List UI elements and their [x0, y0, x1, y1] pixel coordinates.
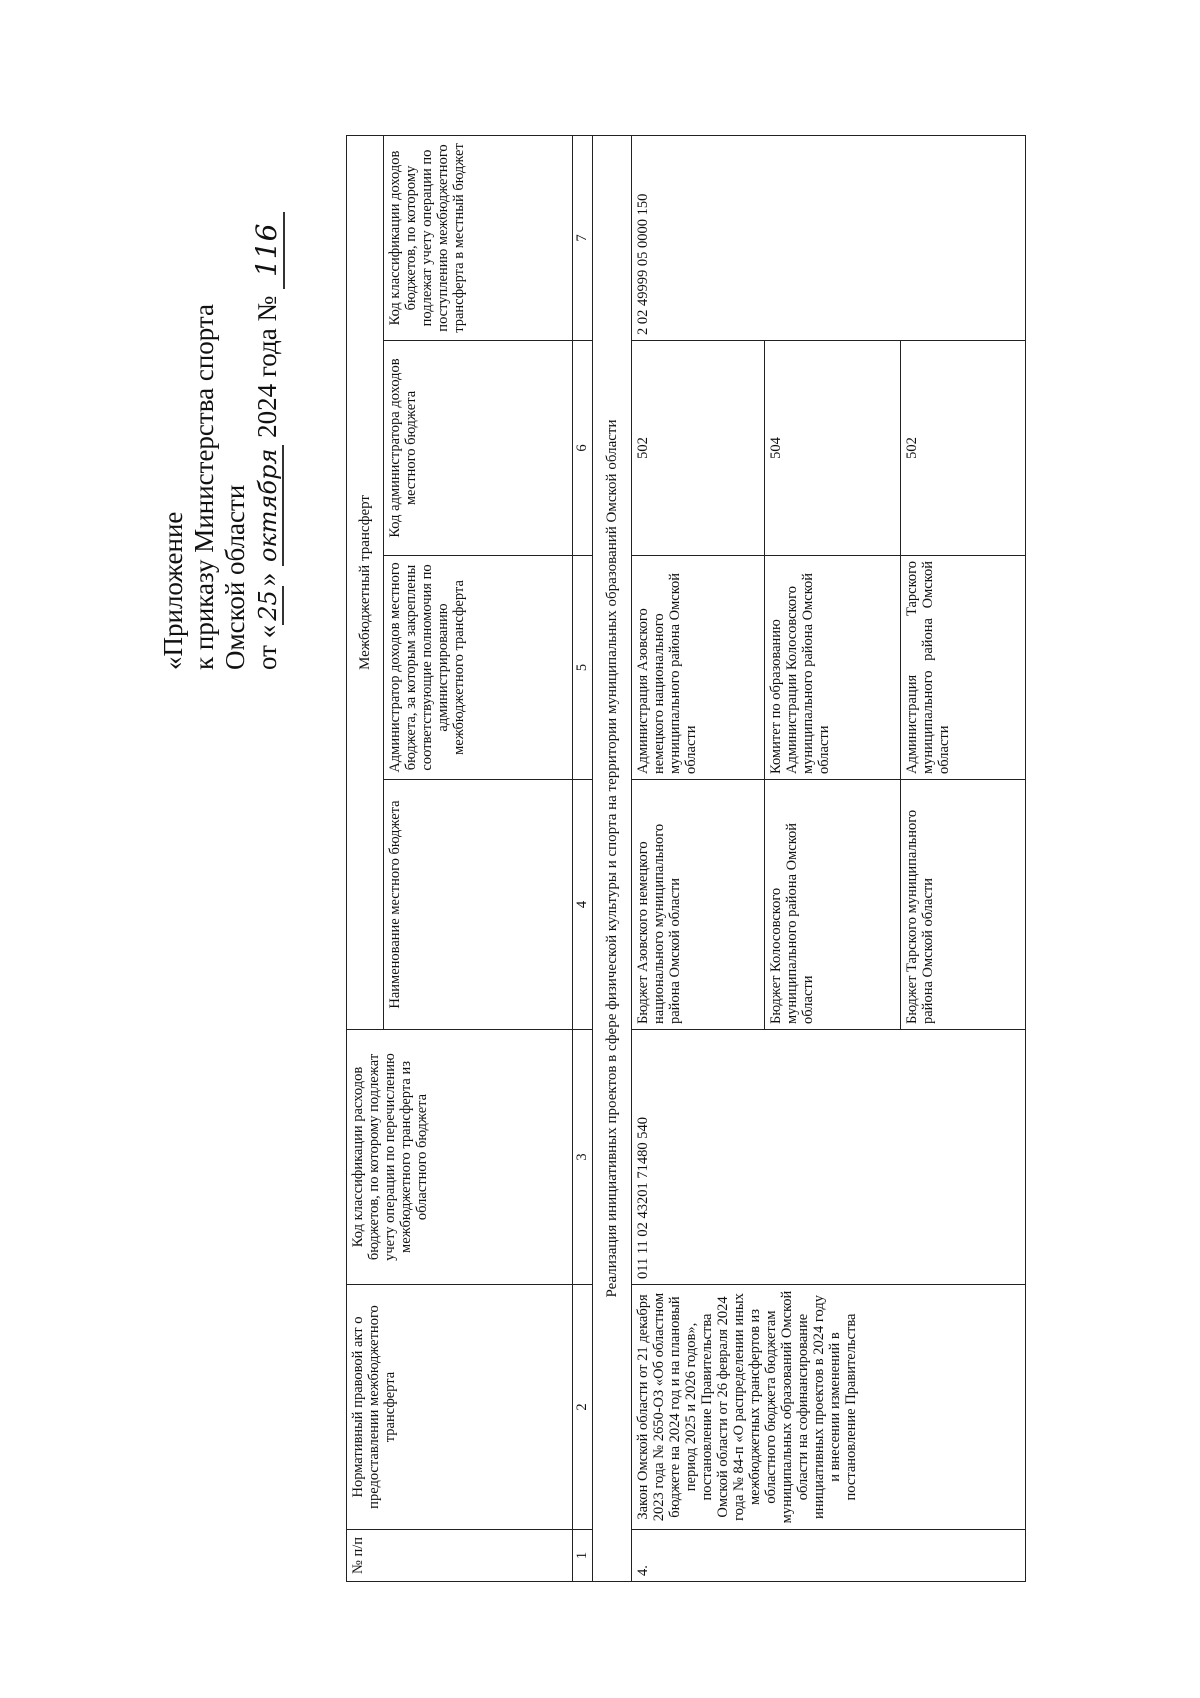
- header-group-transfer: Межбюджетный трансферт: [347, 136, 384, 1030]
- row-admin-code: 504: [765, 341, 901, 556]
- transfer-table: [346, 135, 1026, 1582]
- header-col-budget: Наименование местного бюджета: [383, 780, 572, 1030]
- column-number: 2: [572, 1285, 592, 1530]
- date-mid: »: [252, 572, 282, 587]
- header-col-income-code: Код классификации доходов бюджетов, по которому подлежат учету операции по поступлению межбюджетного трансферта в местный бюджет: [383, 136, 572, 341]
- header-col-expense-code: Код классификации расходов бюджетов, по которому подлежат учету операции по перечислению межбюджетного трансферта из областного бюджета: [347, 1030, 573, 1285]
- table-row: [631, 136, 764, 1582]
- header-col-act: Нормативный правовой акт о предоставлении межбюджетного трансферта: [347, 1285, 573, 1530]
- date-day-handwritten: 25: [254, 586, 284, 625]
- column-number: 7: [572, 136, 592, 341]
- header-col-admin: Администратор доходов местного бюджета, за которым закреплены соответствующие полномочия по администрированию межбюджетного трансферта: [383, 556, 572, 780]
- date-month-handwritten: октября: [254, 445, 284, 566]
- row-income-code: 2 02 49999 05 0000 150: [631, 136, 1025, 341]
- header-line-1: «Приложение: [158, 511, 188, 670]
- row-admin-code: 502: [900, 341, 1025, 556]
- order-number-handwritten: 116: [250, 212, 285, 289]
- header-line-3: Омской области: [220, 484, 250, 670]
- row-expense-code: 011 11 02 43201 71480 540: [631, 1030, 1025, 1285]
- row-admin-name: Комитет по образованию Администрации Колосовского муниципального района Омской области: [765, 556, 901, 780]
- row-admin-name: Администрация Тарского муниципального района Омской области: [900, 556, 1025, 780]
- column-number: 1: [572, 1530, 592, 1582]
- header-date-line: [251, 110, 284, 670]
- section-title: Реализация инициативных проектов в сфере физической культуры и спорта на территории муниципальных образований Омской области: [592, 136, 631, 1582]
- row-admin-code: 502: [631, 341, 764, 556]
- column-numbers-row: [572, 136, 592, 1582]
- date-prefix: от «: [252, 624, 282, 670]
- header-line-2: к приказу Министерства спорта: [189, 303, 219, 670]
- section-row: [592, 136, 631, 1582]
- row-legal-act: Закон Омской области от 21 декабря 2023 года № 2650-ОЗ «Об областном бюджете на 2024 год и на плановый период 2025 и 2026 годов», постановление Правительства Омской области от 26 февраля 2024 года № 84-п «О распределении иных межбюджетных трансфертов из областного бюджета бюджетам муниципальных образований Омской области на софинансирование инициативных проектов в 2024 году и внесении изменений в постановление Правительства: [631, 1285, 1025, 1530]
- date-year: 2024 года №: [252, 295, 282, 438]
- column-number: 4: [572, 780, 592, 1030]
- column-number: 3: [572, 1030, 592, 1285]
- row-admin-name: Администрация Азовского немецкого национального муниципального района Омской области: [631, 556, 764, 780]
- header-col-no: № п/п: [347, 1530, 573, 1582]
- row-budget-name: Бюджет Тарского муниципального района Омской области: [900, 780, 1025, 1030]
- header-col-admin-code: Код администратора доходов местного бюджета: [383, 341, 572, 556]
- row-number: 4.: [631, 1530, 1025, 1582]
- rotated-page: [0, 90, 1080, 1690]
- row-budget-name: Бюджет Колосовского муниципального района Омской области: [765, 780, 901, 1030]
- row-budget-name: Бюджет Азовского немецкого национального муниципального района Омской области: [631, 780, 764, 1030]
- column-number: 5: [572, 556, 592, 780]
- appendix-header: [158, 110, 284, 670]
- column-number: 6: [572, 341, 592, 556]
